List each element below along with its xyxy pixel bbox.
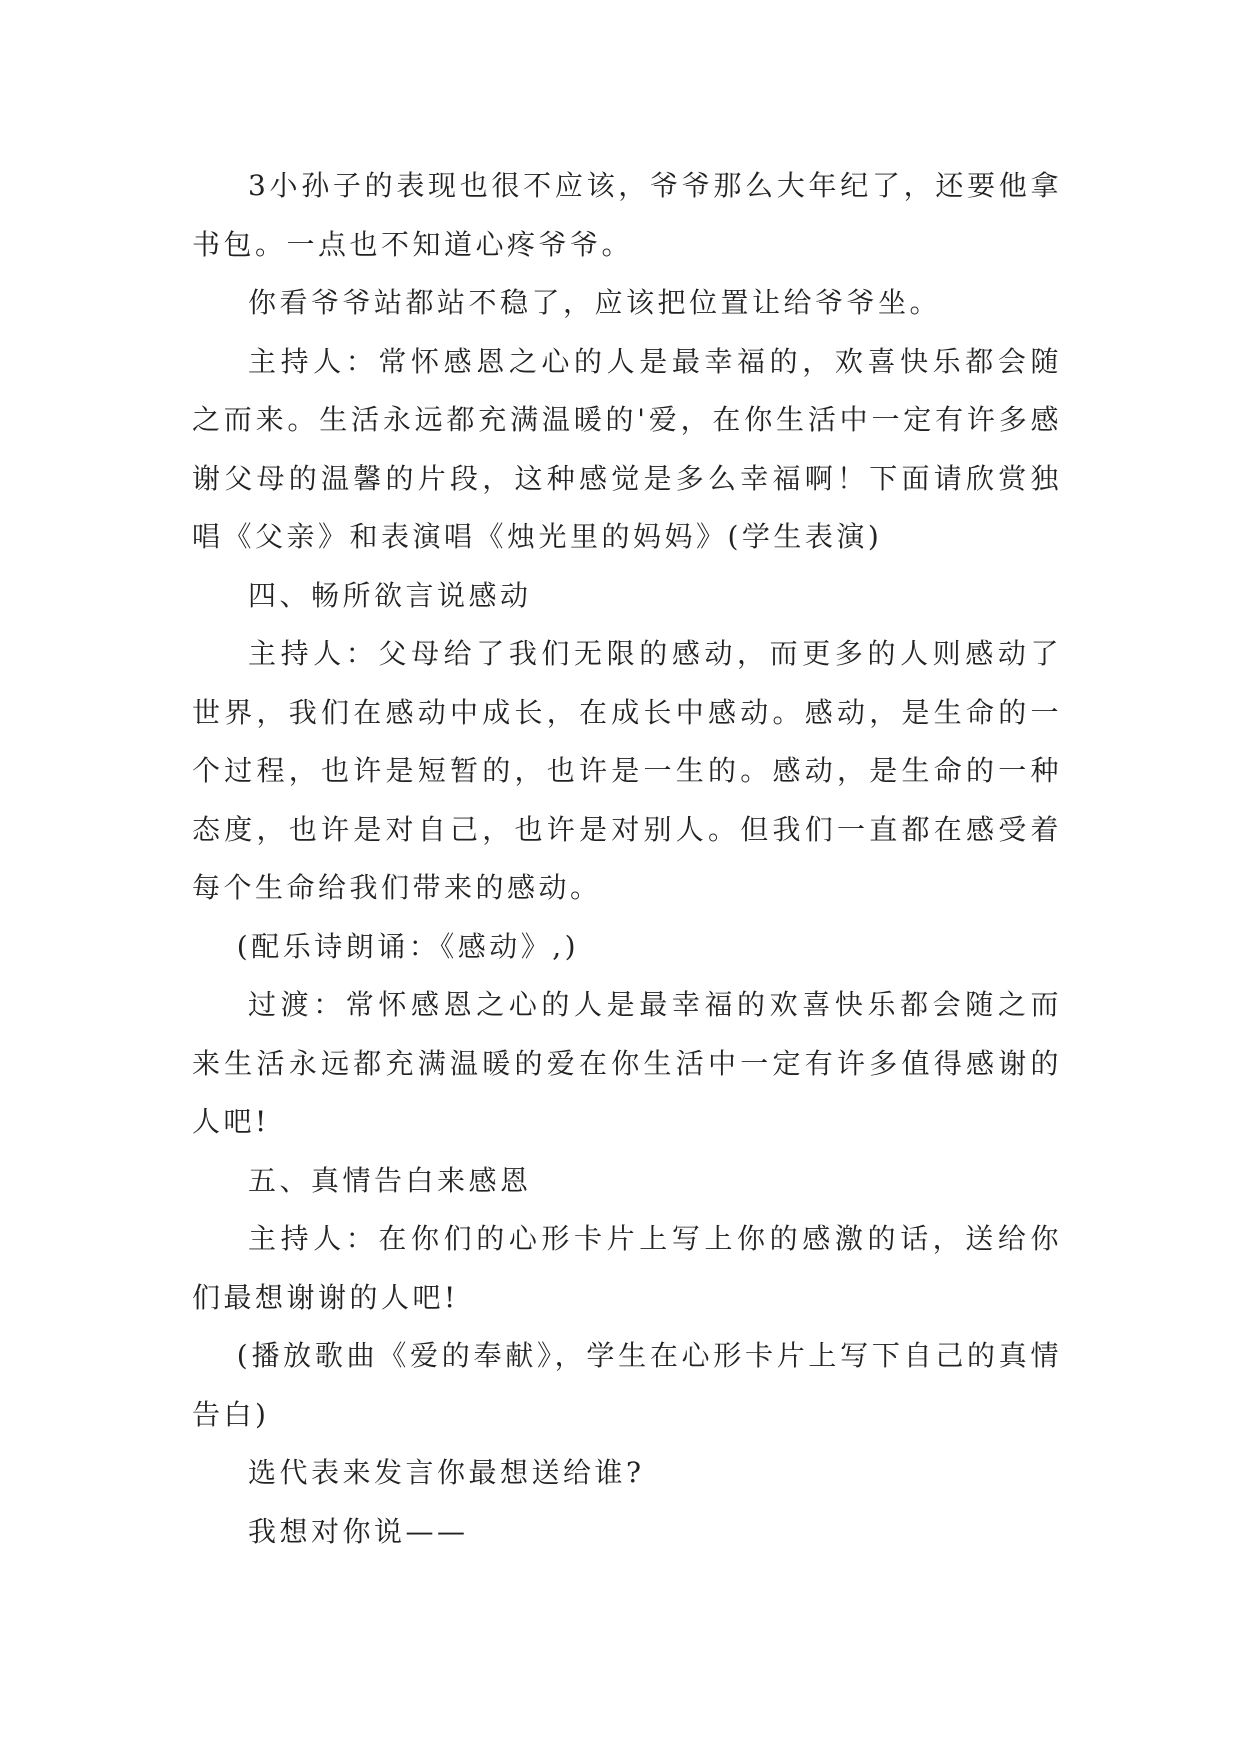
paragraph: 主持人：父母给了我们无限的感动，而更多的人则感动了世界，我们在感动中成长，在成长中感动。感动，是生命的一个过程，也许是短暂的，也许是一生的。感动，是生命的一种态度，也许是对自己，也许是对别人。但我们一直都在感受着每个生命给我们带来的感动。 [192,637,1062,904]
paragraph: 选代表来发言你最想送给谁? [248,1456,645,1489]
document-body [192,157,1062,1561]
section-heading: 四、畅所欲言说感动 [248,578,532,612]
section-heading: 五、真情告白来感恩 [248,1163,532,1197]
paragraph: 我想对你说—— [248,1514,469,1548]
paragraph: 主持人：常怀感恩之心的人是最幸福的，欢喜快乐都会随之而来。生活永远都充满温暖的'爱，在你生活中一定有许多感谢父母的温馨的片段，这种感觉是多么幸福啊！下面请欣赏独唱《父亲》和表演唱《烛光里的妈妈》(学生表演) [192,344,1062,553]
paragraph: 你看爷爷站都站不稳了，应该把位置让给爷爷坐。 [248,286,942,319]
paragraph: 过渡：常怀感恩之心的人是最幸福的欢喜快乐都会随之而来生活永远都充满温暖的爱在你生活中一定有许多值得感谢的人吧! [192,988,1062,1138]
stage-direction: (配乐诗朗诵：《感动》,) [236,929,580,963]
paragraph: 主持人：在你们的心形卡片上写上你的感激的话，送给你们最想谢谢的人吧! [192,1222,1062,1314]
paragraph: 3小孙子的表现也很不应该，爷爷那么大年纪了，还要他拿书包。一点也不知道心疼爷爷。 [192,169,1062,261]
stage-direction: (播放歌曲《爱的奉献》，学生在心形卡片上写下自己的真情告白) [192,1339,1062,1431]
